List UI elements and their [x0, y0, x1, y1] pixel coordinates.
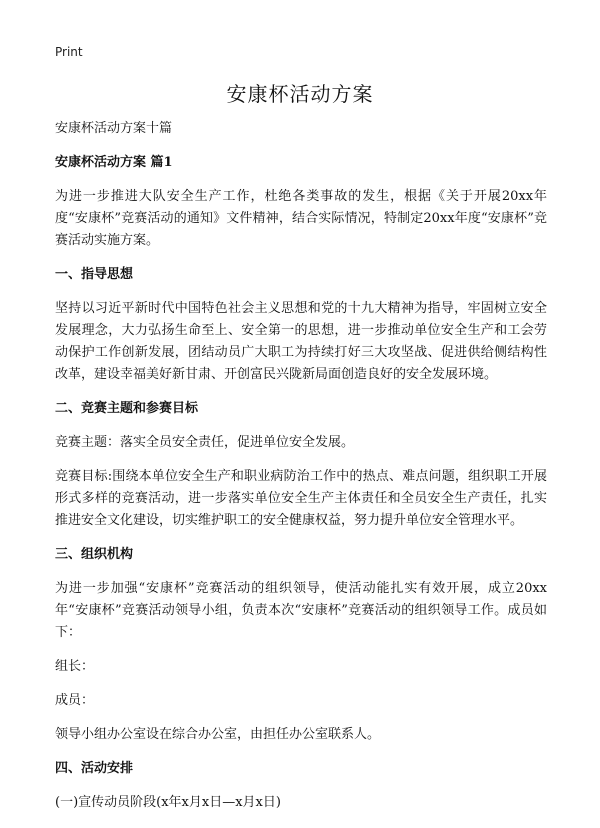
document-subtitle: 安康杯活动方案十篇 [55, 121, 173, 136]
leader-label: 组长： [55, 659, 95, 674]
members-label: 成员： [55, 693, 95, 708]
section-organization-text: 为进一步加强“安康杯”竞赛活动的组织领导，使活动能扎实有效开展，成立20xx年“安康杯”竞赛活动领导小组，负责本次“安康杯”竞赛活动的组织领导工作。成员如下： [55, 581, 547, 640]
document-body [55, 118, 547, 826]
page-title: 安康杯活动方案 [226, 82, 374, 106]
stage-one-text: (一)宣传动员阶段(x年x月x日—x月x日) [55, 795, 281, 810]
office-text: 领导小组办公室设在综合办公室，由担任办公室联系人。 [55, 727, 381, 742]
article-title: 安康杯活动方案 篇1 [55, 155, 173, 170]
section-activity-title: 四、活动安排 [55, 761, 134, 776]
section-theme-text: 竞赛主题：落实全员安全责任，促进单位安全发展。 [55, 435, 355, 450]
intro-paragraph: 为进一步推进大队安全生产工作，杜绝各类事故的发生，根据《关于开展20xx年度“安康杯”竞赛活动的通知》文件精神，结合实际情况，特制定20xx年度“安康杯”竞赛活动实施方案。 [55, 189, 547, 248]
print-label[interactable]: Print [55, 45, 83, 59]
section-guiding-thought-title: 一、指导思想 [55, 267, 134, 282]
section-organization-title: 三、组织机构 [55, 547, 134, 562]
section-guiding-thought-text: 坚持以习近平新时代中国特色社会主义思想和党的十九大精神为指导，牢固树立安全发展理念，大力弘扬生命至上、安全第一的思想，进一步推动单位安全生产和工会劳动保护工作创新发展，团结动员广大职工为持续打好三大攻坚战、促进供给侧结构性改革，建设幸福美好新甘肃、开创富民兴陇新局面创造良好的安全发展环境。 [55, 301, 547, 382]
section-goal-text: 竞赛目标:围绕本单位安全生产和职业病防治工作中的热点、难点问题，组织职工开展形式多样的竞赛活动，进一步落实单位安全生产主体责任和全员安全生产责任，扎实推进安全文化建设，切实维护职工的安全健康权益，努力提升单位安全管理水平。 [55, 469, 547, 528]
section-theme-goal-title: 二、竞赛主题和参赛目标 [55, 401, 199, 416]
